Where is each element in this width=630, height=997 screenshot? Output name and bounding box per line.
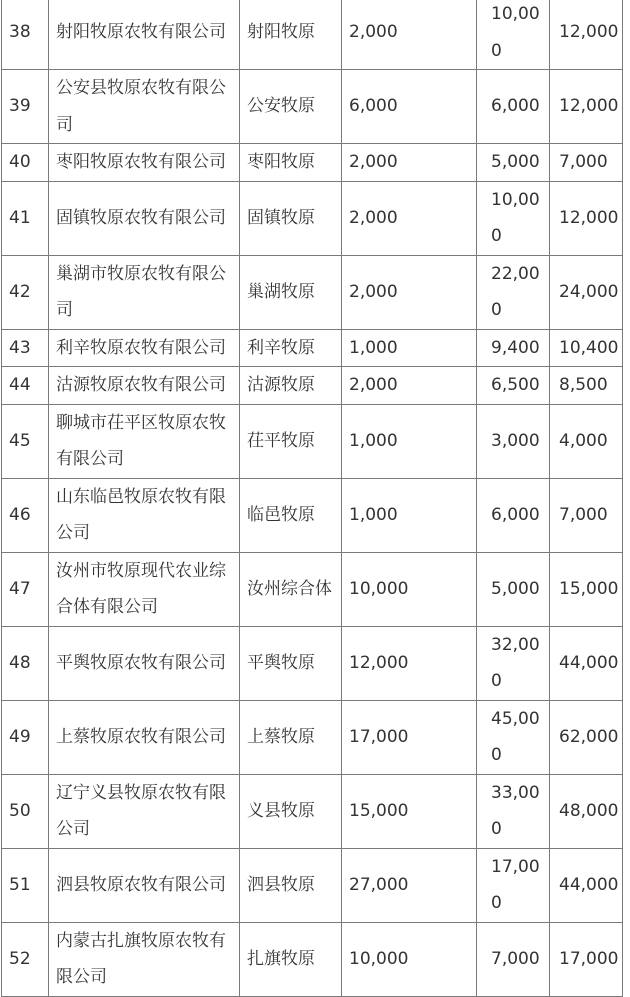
row-number-cell: 45 [2,404,49,478]
short-name-cell: 义县牧原 [240,774,342,848]
table-row [2,626,623,700]
table-row [2,922,623,996]
table-row [2,70,623,144]
amount-a-cell: 17,000 [342,700,477,774]
table-row [2,367,623,405]
amount-b-cell: 6,000 [477,70,550,144]
amount-b-cell: 10,000 [477,0,550,70]
row-number-cell: 49 [2,700,49,774]
amount-b-cell: 22,000 [477,255,550,329]
row-number-cell: 42 [2,255,49,329]
amount-b-cell: 7,000 [477,922,550,996]
table-row [2,404,623,478]
company-name-cell: 内蒙古扎旗牧原农牧有限公司 [49,922,240,996]
row-number-cell: 38 [2,0,49,70]
total-amount-cell: 12,000 [550,0,623,70]
table-row [2,0,623,70]
row-number-cell: 40 [2,144,49,182]
row-number-cell: 47 [2,552,49,626]
short-name-cell: 射阳牧原 [240,0,342,70]
company-name-cell: 聊城市茌平区牧原农牧有限公司 [49,404,240,478]
total-amount-cell: 17,000 [550,922,623,996]
table-row [2,255,623,329]
company-name-cell: 公安县牧原农牧有限公司 [49,70,240,144]
amount-b-cell: 10,000 [477,181,550,255]
amount-a-cell: 2,000 [342,255,477,329]
row-number-cell: 51 [2,848,49,922]
amount-a-cell: 27,000 [342,848,477,922]
short-name-cell: 泗县牧原 [240,848,342,922]
table-row [2,700,623,774]
company-name-cell: 平舆牧原农牧有限公司 [49,626,240,700]
total-amount-cell: 44,000 [550,848,623,922]
investment-table [1,0,623,997]
table-row [2,144,623,182]
amount-b-cell: 17,000 [477,848,550,922]
company-name-cell: 汝州市牧原现代农业综合体有限公司 [49,552,240,626]
amount-a-cell: 1,000 [342,329,477,367]
short-name-cell: 平舆牧原 [240,626,342,700]
total-amount-cell: 12,000 [550,181,623,255]
total-amount-cell: 48,000 [550,774,623,848]
amount-a-cell: 2,000 [342,367,477,405]
table-body [2,0,623,996]
table-row [2,552,623,626]
short-name-cell: 枣阳牧原 [240,144,342,182]
row-number-cell: 41 [2,181,49,255]
amount-b-cell: 6,500 [477,367,550,405]
amount-a-cell: 2,000 [342,144,477,182]
row-number-cell: 52 [2,922,49,996]
row-number-cell: 50 [2,774,49,848]
short-name-cell: 汝州综合体 [240,552,342,626]
short-name-cell: 固镇牧原 [240,181,342,255]
amount-b-cell: 9,400 [477,329,550,367]
amount-a-cell: 6,000 [342,70,477,144]
amount-b-cell: 3,000 [477,404,550,478]
row-number-cell: 48 [2,626,49,700]
company-name-cell: 辽宁义县牧原农牧有限公司 [49,774,240,848]
table-row [2,181,623,255]
amount-b-cell: 6,000 [477,478,550,552]
total-amount-cell: 7,000 [550,144,623,182]
amount-a-cell: 1,000 [342,404,477,478]
company-name-cell: 泗县牧原农牧有限公司 [49,848,240,922]
short-name-cell: 临邑牧原 [240,478,342,552]
total-amount-cell: 44,000 [550,626,623,700]
row-number-cell: 43 [2,329,49,367]
table-row [2,848,623,922]
total-amount-cell: 7,000 [550,478,623,552]
row-number-cell: 46 [2,478,49,552]
row-number-cell: 44 [2,367,49,405]
amount-b-cell: 5,000 [477,552,550,626]
total-amount-cell: 12,000 [550,70,623,144]
company-name-cell: 沽源牧原农牧有限公司 [49,367,240,405]
total-amount-cell: 15,000 [550,552,623,626]
company-name-cell: 山东临邑牧原农牧有限公司 [49,478,240,552]
amount-b-cell: 33,000 [477,774,550,848]
company-name-cell: 利辛牧原农牧有限公司 [49,329,240,367]
amount-b-cell: 5,000 [477,144,550,182]
amount-b-cell: 45,000 [477,700,550,774]
short-name-cell: 沽源牧原 [240,367,342,405]
company-name-cell: 巢湖市牧原农牧有限公司 [49,255,240,329]
amount-a-cell: 1,000 [342,478,477,552]
total-amount-cell: 8,500 [550,367,623,405]
total-amount-cell: 62,000 [550,700,623,774]
amount-b-cell: 32,000 [477,626,550,700]
company-name-cell: 枣阳牧原农牧有限公司 [49,144,240,182]
row-number-cell: 39 [2,70,49,144]
company-name-cell: 上蔡牧原农牧有限公司 [49,700,240,774]
amount-a-cell: 2,000 [342,0,477,70]
short-name-cell: 利辛牧原 [240,329,342,367]
short-name-cell: 巢湖牧原 [240,255,342,329]
total-amount-cell: 10,400 [550,329,623,367]
amount-a-cell: 15,000 [342,774,477,848]
company-name-cell: 射阳牧原农牧有限公司 [49,0,240,70]
short-name-cell: 茌平牧原 [240,404,342,478]
table-row [2,478,623,552]
company-name-cell: 固镇牧原农牧有限公司 [49,181,240,255]
total-amount-cell: 4,000 [550,404,623,478]
short-name-cell: 上蔡牧原 [240,700,342,774]
table-row [2,329,623,367]
amount-a-cell: 2,000 [342,181,477,255]
table-row [2,774,623,848]
amount-a-cell: 12,000 [342,626,477,700]
short-name-cell: 扎旗牧原 [240,922,342,996]
total-amount-cell: 24,000 [550,255,623,329]
short-name-cell: 公安牧原 [240,70,342,144]
amount-a-cell: 10,000 [342,922,477,996]
amount-a-cell: 10,000 [342,552,477,626]
